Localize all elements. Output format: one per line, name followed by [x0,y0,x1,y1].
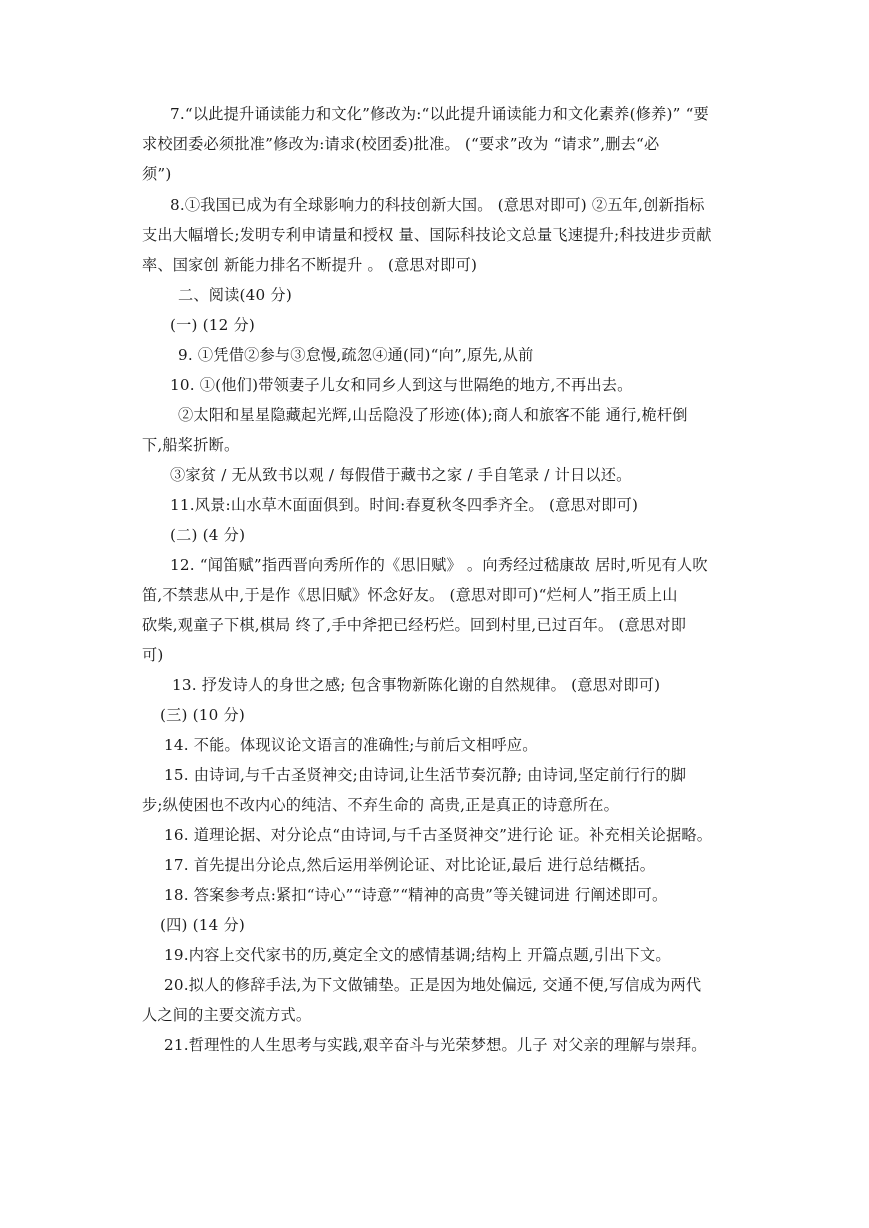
part-1-heading: (一) (12 分) [170,316,256,334]
q10-line-3: 下,船桨折断。 [142,436,240,454]
q10-line-2: ②太阳和星星隐藏起光辉,山岳隐没了形迹(体);商人和旅客不能 通行,桅杆倒 [178,406,688,424]
q21-answer: 21.哲理性的人生思考与实践,艰辛奋斗与光荣梦想。儿子 对父亲的理解与崇拜。 [164,1036,707,1054]
q12-line-1: 12. “闻笛赋”指西晋向秀所作的《思旧赋》 。向秀经过嵇康故 居时,听见有人吹 [170,556,708,574]
q19-answer: 19.内容上交代家书的历,奠定全文的感情基调;结构上 开篇点题,引出下文。 [164,946,671,964]
part-2-heading: (二) (4 分) [170,526,246,544]
q10-line-1: 10. ①(他们)带领妻子儿女和同乡人到这与世隔绝的地方,不再出去。 [170,376,633,394]
q16-answer: 16. 道理论据、对分论点“由诗词,与千古圣贤神交”进行论 证。补充相关论据略。 [164,826,713,844]
part-3-heading: (三) (10 分) [160,706,246,724]
q7-line-3: 须”) [142,165,172,183]
q18-answer: 18. 答案参考点:紧扣“诗心”“诗意”“精神的高贵”等关键词进 行阐述即可。 [164,886,668,904]
q11-answer: 11.风景:山水草木面面俱到。时间:春夏秋冬四季齐全。 (意思对即可) [170,496,639,514]
q8-line-1: 8.①我国已成为有全球影响力的科技创新大国。 (意思对即可) ②五年,创新指标 [170,196,705,214]
q20-line-1: 20.拟人的修辞手法,为下文做铺垫。正是因为地处偏远, 交通不便,写信成为两代 [164,976,702,994]
q9-answer: 9. ①凭借②参与③怠慢,疏忽④通(同)“向”,原先,从前 [178,346,534,364]
q17-answer: 17. 首先提出分论点,然后运用举例论证、对比论证,最后 进行总结概括。 [164,856,656,874]
q15-line-1: 15. 由诗词,与千古圣贤神交;由诗词,让生活节奏沉静; 由诗词,坚定前行行的脚 [164,766,687,784]
q7-line-2: 求校团委必须批准”修改为:请求(校团委)批准。 (“要求”改为 “请求”,删去“必 [142,135,660,153]
q12-line-3: 砍柴,观童子下棋,棋局 终了,手中斧把已经朽烂。回到村里,已过百年。 (意思对即 [142,616,687,634]
q10-line-4: ③家贫 / 无从致书以观 / 每假借于藏书之家 / 手自笔录 / 计日以还。 [170,466,632,484]
q12-line-4: 可) [142,646,164,664]
q8-line-3: 率、国家创 新能力排名不断提升 。 (意思对即可) [142,256,478,274]
q7-line-1: 7.“以此提升诵读能力和文化”修改为:“以此提升诵读能力和文化素养(修养)” “要 [170,105,709,123]
q15-line-2: 步;纵使困也不改内心的纯洁、不弃生命的 高贵,正是真正的诗意所在。 [142,796,619,814]
part-4-heading: (四) (14 分) [160,916,246,934]
q12-line-2: 笛,不禁悲从中,于是作《思旧赋》怀念好友。 (意思对即可)“烂柯人”指王质上山 [142,586,678,604]
q20-line-2: 人之间的主要交流方式。 [142,1006,312,1024]
q14-answer: 14. 不能。体现议论文语言的准确性;与前后文相呼应。 [164,736,538,754]
q13-answer: 13. 抒发诗人的身世之感; 包含事物新陈化谢的自然规律。 (意思对即可) [172,676,661,694]
section-2-heading: 二、阅读(40 分) [178,286,292,304]
q8-line-2: 支出大幅增长;发明专利申请量和授权 量、国际科技论文总量飞速提升;科技进步贡献 [142,226,712,244]
